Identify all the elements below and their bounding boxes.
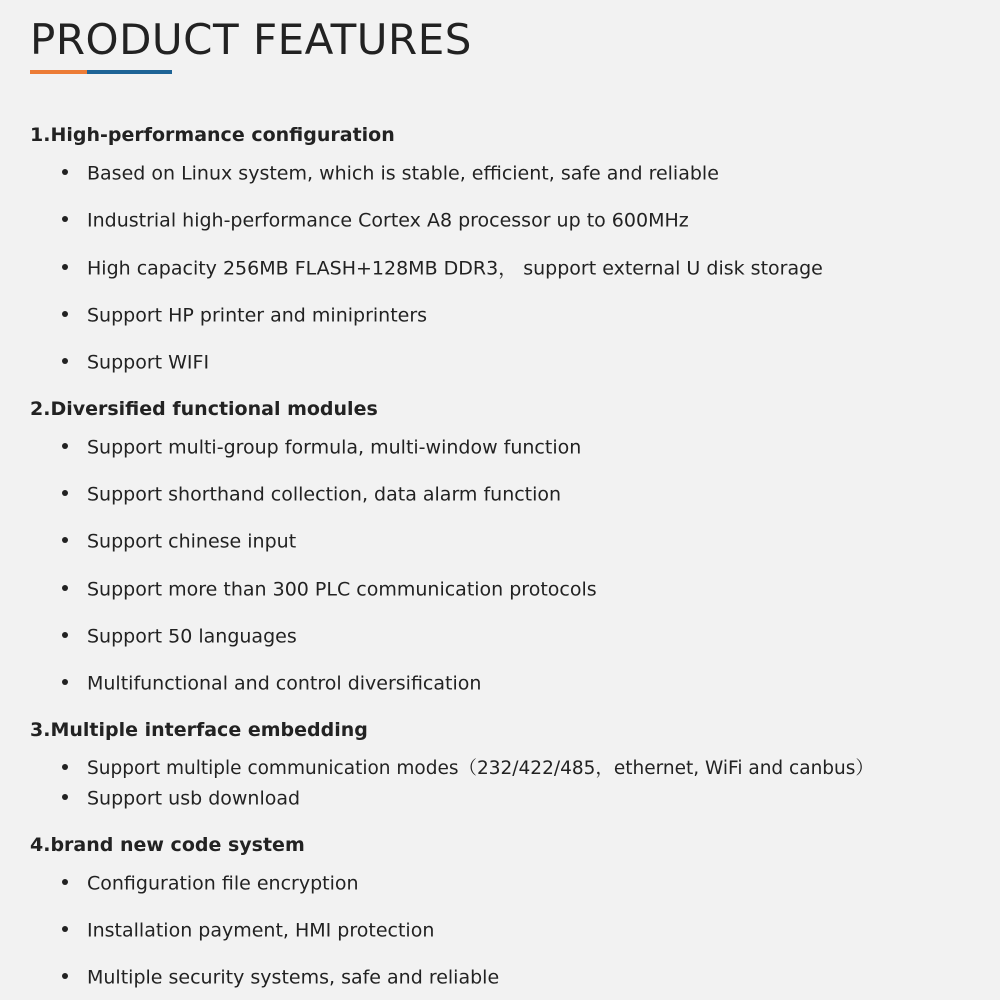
section-title-interface-embedding: 3.Multiple interface embedding — [30, 719, 368, 741]
bullet-icon — [62, 879, 68, 885]
list-item: Installation payment, HMI protection — [62, 918, 434, 943]
title-underline-orange — [30, 70, 87, 74]
bullet-icon — [62, 537, 68, 543]
bullet-icon — [62, 490, 68, 496]
list-item: Support multiple communication modes（232/422/485，ethernet, WiFi and canbus） — [62, 757, 874, 781]
bullet-icon — [62, 973, 68, 979]
list-item: Support WIFI — [62, 350, 209, 375]
bullet-icon — [62, 764, 68, 770]
bullet-icon — [62, 794, 68, 800]
page-title: PRODUCT FEATURES — [30, 15, 472, 64]
section-title-code-system: 4.brand new code system — [30, 834, 305, 856]
list-item: Based on Linux system, which is stable, efficient, safe and reliable — [62, 161, 719, 186]
list-item: Multiple security systems, safe and reliable — [62, 965, 499, 990]
list-item: Configuration file encryption — [62, 871, 359, 896]
list-item: High capacity 256MB FLASH+128MB DDR3， support external U disk storage — [62, 256, 823, 281]
bullet-icon — [62, 216, 68, 222]
list-item: Support HP printer and miniprinters — [62, 303, 427, 328]
bullet-icon — [62, 926, 68, 932]
list-item: Support chinese input — [62, 529, 296, 554]
bullet-icon — [62, 632, 68, 638]
bullet-icon — [62, 443, 68, 449]
list-item: Support multi-group formula, multi-window function — [62, 435, 581, 460]
bullet-icon — [62, 358, 68, 364]
list-item: Support shorthand collection, data alarm function — [62, 482, 561, 507]
list-item: Industrial high-performance Cortex A8 processor up to 600MHz — [62, 208, 689, 233]
bullet-icon — [62, 585, 68, 591]
bullet-icon — [62, 311, 68, 317]
list-item: Support usb download — [62, 786, 300, 811]
section-title-high-performance: 1.High-performance configuration — [30, 124, 395, 146]
bullet-icon — [62, 679, 68, 685]
list-item: Multifunctional and control diversification — [62, 671, 481, 696]
bullet-icon — [62, 169, 68, 175]
title-underline-blue — [87, 70, 172, 74]
section-title-functional-modules: 2.Diversified functional modules — [30, 398, 378, 420]
list-item: Support more than 300 PLC communication protocols — [62, 577, 597, 602]
list-item: Support 50 languages — [62, 624, 297, 649]
bullet-icon — [62, 264, 68, 270]
